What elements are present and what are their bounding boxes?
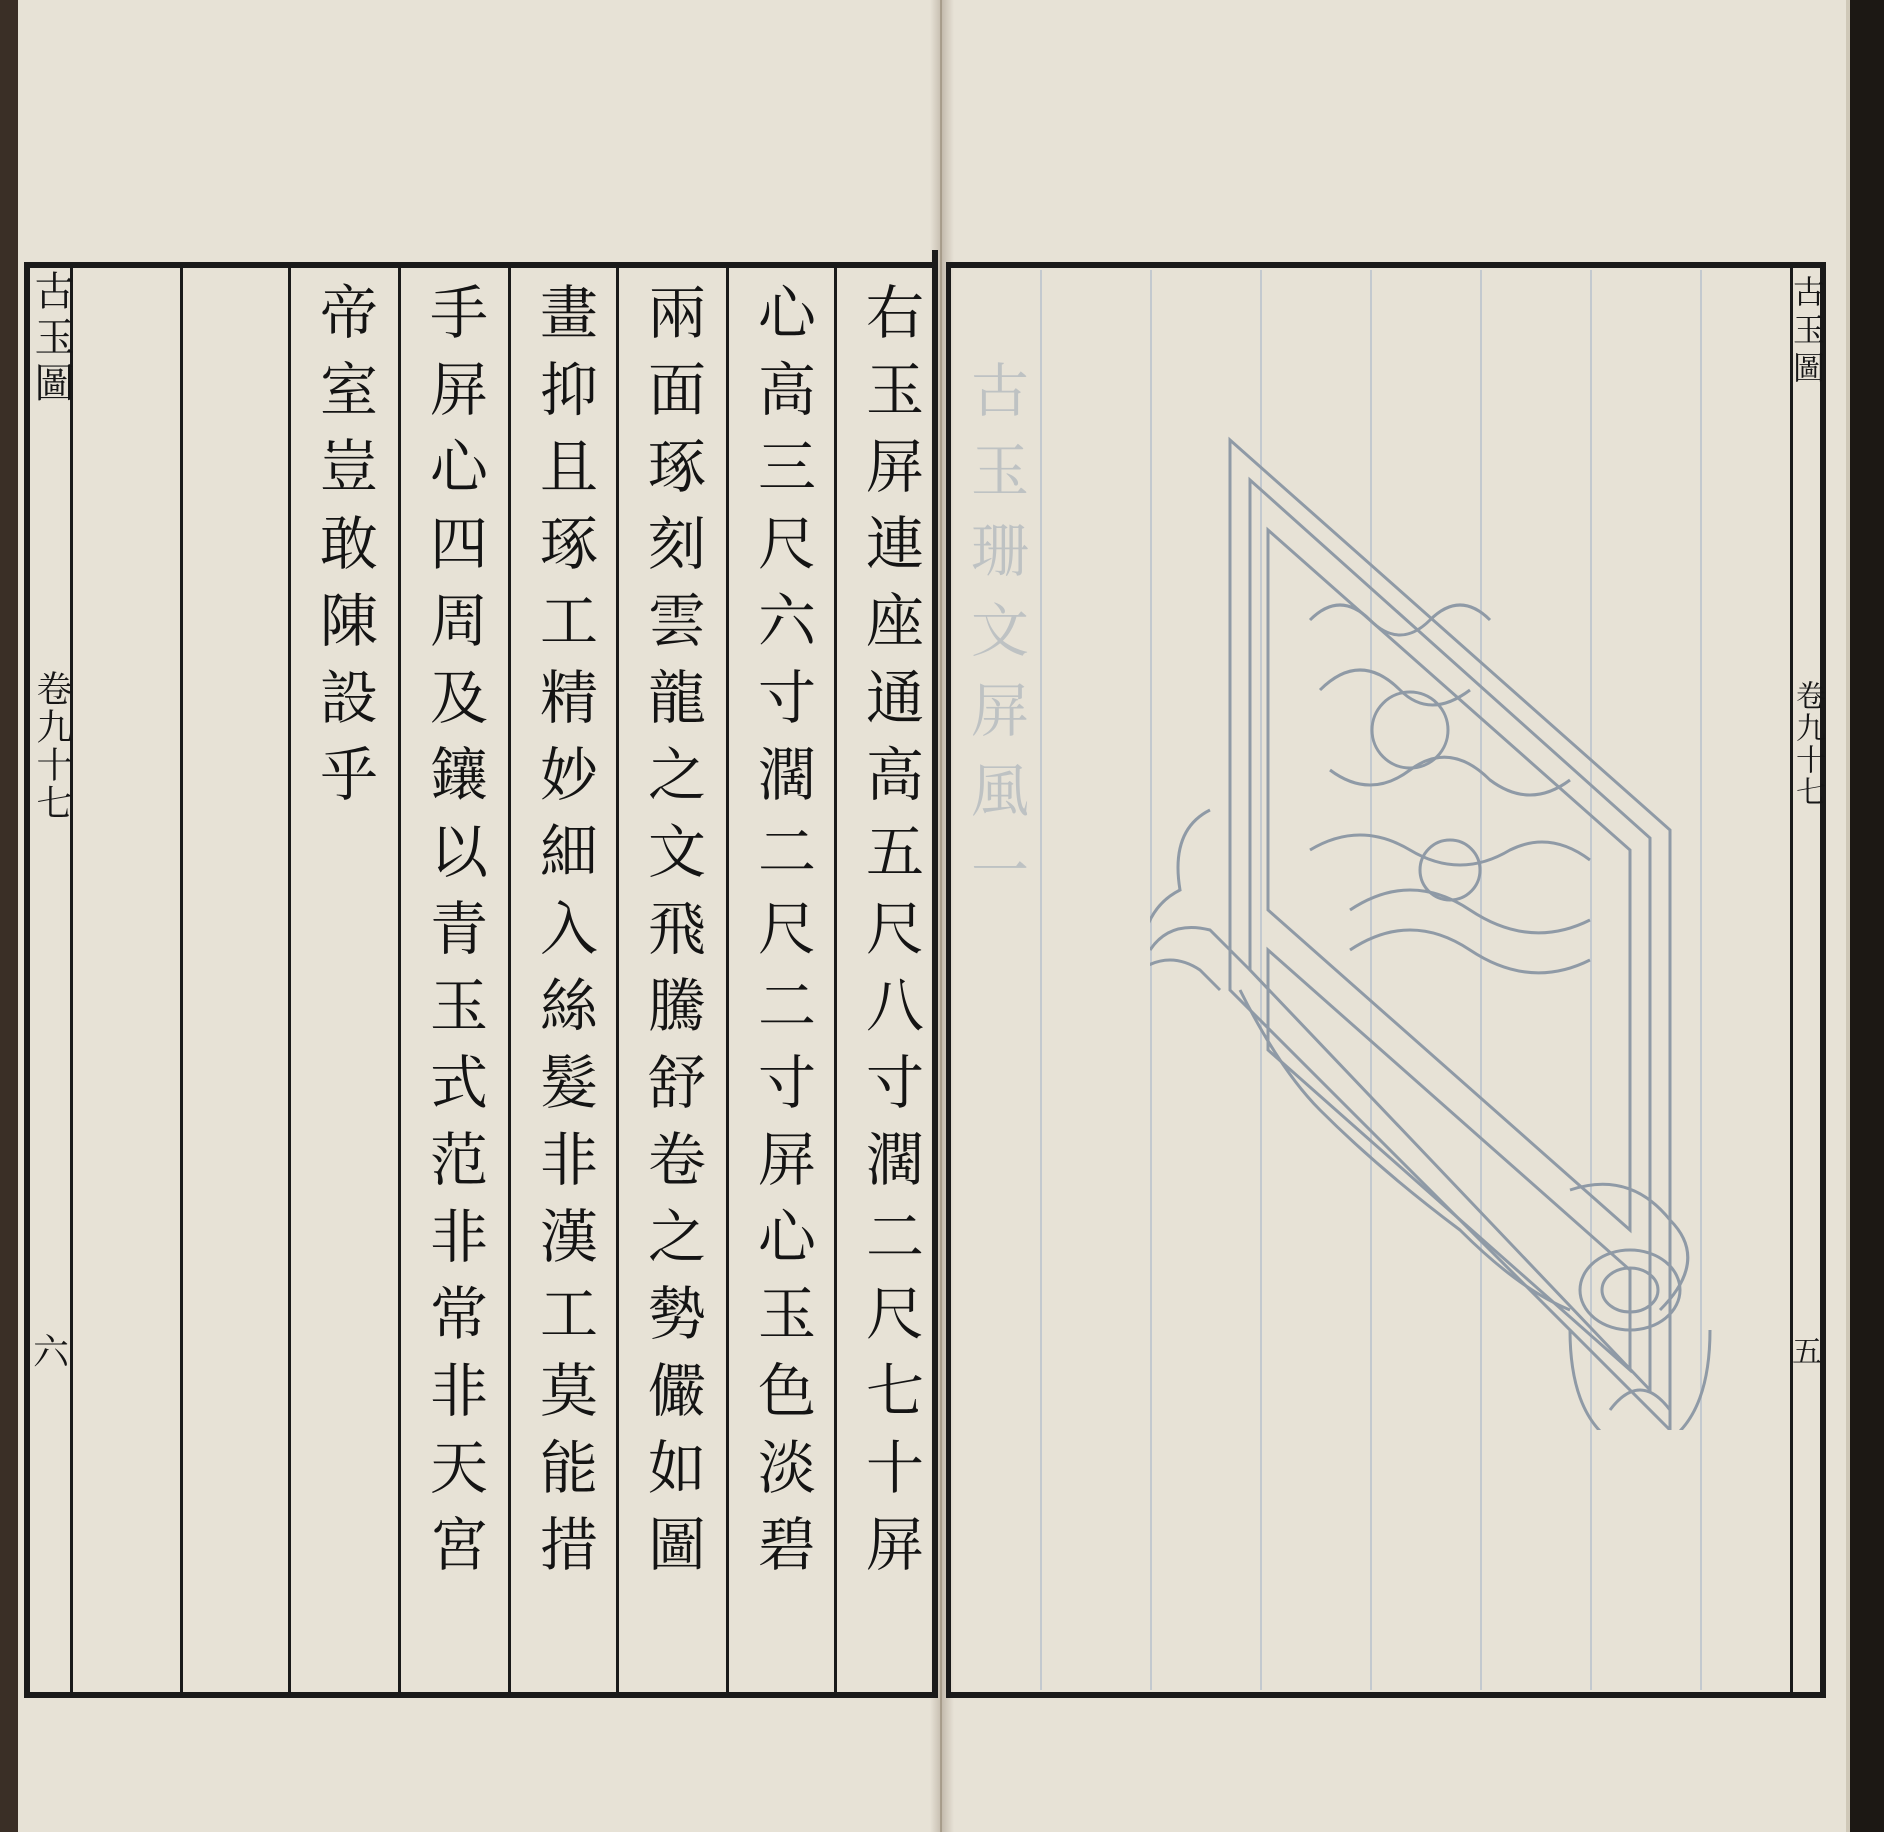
book-title-margin xyxy=(30,270,72,408)
column-divider xyxy=(398,268,401,1692)
text-column-5 xyxy=(404,282,504,1591)
left-outer-border xyxy=(24,262,30,1698)
right-outer-border xyxy=(1820,262,1826,1698)
text-column-1 xyxy=(840,282,940,1591)
text-column-3 xyxy=(622,282,722,1591)
text-column-2 xyxy=(732,282,832,1591)
right-margin-title-text: 古玉圖 xyxy=(1788,275,1826,389)
text-column-5-content: 手屏心四周及鑲以青玉式范非常非天宮 xyxy=(420,282,488,1591)
column-divider xyxy=(288,268,291,1692)
book-edge xyxy=(1850,0,1884,1832)
cloud-motif xyxy=(1330,757,1570,795)
right-fishtail-line xyxy=(1790,262,1793,1698)
volume-label-text: 卷九十七 xyxy=(31,670,72,822)
apron xyxy=(1240,990,1570,1310)
column-divider xyxy=(726,268,729,1692)
left-top-border xyxy=(28,262,938,268)
column-divider xyxy=(508,268,511,1692)
margin-title-text: 古玉圖 xyxy=(28,270,74,408)
text-column-3-content: 兩面琢刻雲龍之文飛騰舒卷之勢儼如圖 xyxy=(638,282,706,1591)
page-number-margin xyxy=(30,1330,72,1376)
jade-screen-illustration xyxy=(1150,430,1750,1430)
left-foot xyxy=(1150,928,1250,971)
wave-motif xyxy=(1350,930,1590,973)
text-column-6-content: 帝室豈敢陳設乎 xyxy=(310,282,378,821)
show-through-text: 古玉珊文屏風一 xyxy=(961,360,1029,920)
column-divider xyxy=(180,268,183,1692)
left-foot xyxy=(1150,810,1220,990)
right-volume-label-margin xyxy=(1790,680,1824,808)
right-bottom-border xyxy=(946,1692,1826,1698)
text-column-2-content: 心高三尺六寸濶二尺二寸屏心玉色淡碧 xyxy=(748,282,816,1591)
cloud-motif xyxy=(1310,605,1490,635)
volume-label-margin xyxy=(30,670,72,822)
text-column-4 xyxy=(514,282,614,1591)
faint-rule xyxy=(1040,270,1042,1690)
right-page-number-margin xyxy=(1790,1330,1824,1376)
right-top-border xyxy=(946,262,1826,268)
fishtail-column-line xyxy=(70,262,73,1698)
column-divider xyxy=(834,268,837,1692)
screen-inner-frame xyxy=(1250,480,1650,1390)
column-divider xyxy=(616,268,619,1692)
left-bottom-border xyxy=(28,1692,938,1698)
screen-lower-panel xyxy=(1268,950,1630,1370)
dragon-motif xyxy=(1372,692,1448,768)
wave-motif xyxy=(1350,890,1590,933)
text-column-4-content: 畫抑且琢工精妙細入絲髮非漢工莫能措 xyxy=(530,282,598,1591)
show-through-title xyxy=(950,360,1040,920)
text-column-6 xyxy=(294,282,394,821)
page-number-text: 六 xyxy=(32,1332,69,1373)
right-book-title-margin xyxy=(1790,275,1824,389)
right-page-number-text: 五 xyxy=(1792,1335,1822,1370)
text-column-1-content: 右玉屏連座通高五尺八寸濶二尺七十屏 xyxy=(856,282,924,1591)
right-volume-label-text: 卷九十七 xyxy=(1790,680,1825,808)
